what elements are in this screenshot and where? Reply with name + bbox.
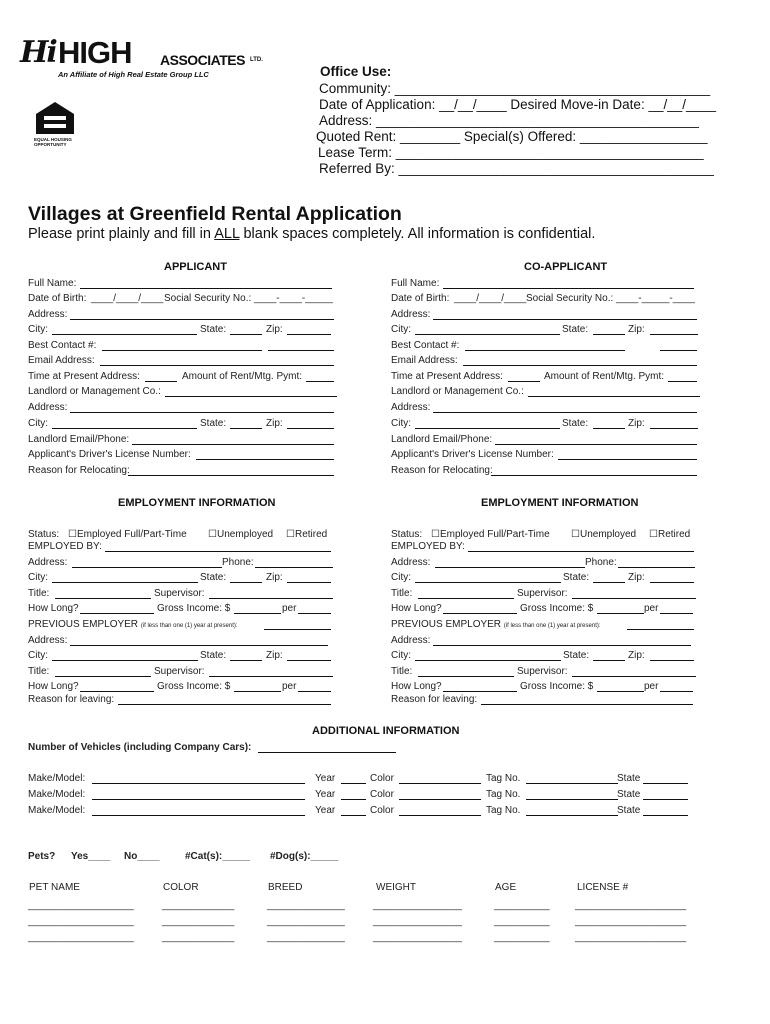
pet-name-blank[interactable]: ___________________ (28, 932, 134, 943)
applicant-full-name-label: Full Name: (28, 278, 77, 289)
applicant-license-line[interactable] (196, 459, 334, 460)
applicant-best-contact-line-2[interactable] (268, 350, 334, 351)
co-city-label: City: (391, 324, 411, 335)
applicant-employment-heading: EMPLOYMENT INFORMATION (118, 497, 276, 509)
subtitle-all: ALL (214, 226, 240, 242)
applicant-prev-income-label: Gross Income: $ (157, 681, 231, 692)
co-prev-state-line[interactable] (593, 660, 625, 661)
applicant-employed-by-line[interactable] (105, 551, 331, 552)
applicant-emp-address-label: Address: (28, 557, 71, 568)
co-status-unemployed[interactable] (571, 529, 636, 541)
applicant-prev-state-line[interactable] (230, 660, 262, 661)
co-reason-relocating-label: Reason for Relocating: (391, 465, 493, 476)
applicant-full-name-line[interactable] (80, 288, 332, 289)
color-line[interactable] (399, 815, 481, 816)
applicant-emp-income-label: Gross Income: $ (157, 603, 231, 614)
co-emp-per-line[interactable] (660, 613, 693, 614)
co-dob-blanks[interactable]: ____/____/____ (454, 293, 527, 304)
prev-employer-note: (if less than one (1) year at present): (503, 623, 601, 629)
state-line[interactable] (643, 815, 688, 816)
applicant-status-employed[interactable] (68, 529, 187, 541)
pets-label: Pets? (28, 851, 56, 862)
applicant-emp-phone-label: Phone: (222, 557, 254, 568)
pet-breed-blank[interactable]: ______________ (267, 916, 345, 927)
state-label: State (617, 789, 641, 800)
co-emp-per-label: per (644, 603, 659, 614)
retired-label: Retired (657, 529, 691, 540)
applicant-time-present-label: Time at Present Address: (28, 371, 140, 382)
tag-label: Tag No. (486, 773, 521, 784)
tag-line[interactable] (526, 815, 618, 816)
page-subtitle (28, 226, 595, 242)
applicant-email-line[interactable] (100, 365, 334, 366)
co-prev-title-label: Title: (391, 666, 413, 677)
applicant-emp-city-line[interactable] (52, 582, 198, 583)
logo-high-text: HIGH (58, 35, 132, 70)
applicant-emp-supervisor-label: Supervisor: (154, 588, 205, 599)
pet-license-blank[interactable]: ____________________ (575, 900, 687, 911)
office-use-referred: Referred By: __________________________________________ (319, 161, 714, 176)
pet-header-age: AGE (495, 882, 517, 893)
subtitle-pre: Please print plainly and fill in (28, 226, 215, 242)
co-status-retired[interactable] (649, 529, 690, 541)
co-prev-income-label: Gross Income: $ (520, 681, 594, 692)
co-emp-howlong-line[interactable] (443, 613, 517, 614)
co-status-label: Status: (391, 529, 423, 540)
applicant-city2-line[interactable] (52, 428, 197, 429)
co-emp-city-label: City: (391, 572, 411, 583)
co-full-name-line[interactable] (443, 288, 694, 289)
co-emp-income-line[interactable] (597, 613, 644, 614)
co-landlord-email-label: Landlord Email/Phone: (391, 434, 493, 445)
co-zip2-label: Zip: (628, 418, 645, 429)
co-status-employed[interactable] (431, 529, 550, 541)
prev-employer-label: PREVIOUS EMPLOYER (28, 619, 139, 630)
applicant-best-contact-line[interactable] (102, 350, 262, 351)
applicant-prev-supervisor-label: Supervisor: (154, 666, 205, 677)
co-city2-label: City: (391, 418, 411, 429)
applicant-prev-employer (28, 619, 238, 632)
color-line[interactable] (399, 783, 481, 784)
co-best-contact-line[interactable] (465, 350, 625, 351)
applicant-prev-zip-label: Zip: (266, 650, 283, 661)
co-best-contact-line-2[interactable] (660, 350, 697, 351)
co-state-label: State: (562, 324, 589, 335)
co-state-line[interactable] (593, 334, 625, 335)
applicant-prev-city-line[interactable] (52, 660, 198, 661)
make-model-line[interactable] (92, 799, 305, 800)
applicant-prev-per-label: per (282, 681, 297, 692)
year-line[interactable] (341, 815, 366, 816)
co-zip-label: Zip: (628, 324, 645, 335)
unemployed-label: Unemployed (579, 529, 637, 540)
applicant-state2-line[interactable] (230, 428, 262, 429)
co-time-present-line[interactable] (508, 381, 540, 382)
applicant-reason-relocating-label: Reason for Relocating: (28, 465, 130, 476)
co-reason-relocating-line[interactable] (491, 475, 697, 476)
color-label: Color (370, 773, 394, 784)
co-city-line[interactable] (415, 334, 560, 335)
pet-header-weight: WEIGHT (376, 882, 416, 893)
co-prev-address-line[interactable] (433, 645, 691, 646)
subtitle-post: blank spaces completely. All information is confidential. (239, 226, 596, 242)
applicant-prev-supervisor-line[interactable] (209, 676, 333, 677)
applicant-landlord-email-label: Landlord Email/Phone: (28, 434, 130, 445)
state-line[interactable] (643, 799, 688, 800)
applicant-landlord-label: Landlord or Management Co.: (28, 386, 161, 397)
applicant-prev-title-label: Title: (28, 666, 50, 677)
co-prev-income-line[interactable] (597, 691, 644, 692)
co-landlord-line[interactable] (528, 396, 700, 397)
pet-age-blank[interactable]: __________ (494, 900, 550, 911)
applicant-status-unemployed[interactable] (208, 529, 273, 541)
applicant-prev-employer-line[interactable] (264, 629, 331, 630)
pet-color-blank[interactable]: _____________ (162, 932, 235, 943)
pet-name-blank[interactable]: ___________________ (28, 916, 134, 927)
state-line[interactable] (643, 783, 688, 784)
co-emp-address-line[interactable] (435, 567, 585, 568)
applicant-emp-phone-line[interactable] (255, 567, 333, 568)
co-dob-label: Date of Birth: (391, 293, 450, 304)
applicant-city2-label: City: (28, 418, 48, 429)
co-emp-zip-line[interactable] (650, 582, 694, 583)
applicant-emp-title-line[interactable] (55, 598, 151, 599)
co-emp-supervisor-line[interactable] (572, 598, 696, 599)
applicant-address2-label: Address: (28, 402, 68, 413)
co-prev-employer-line[interactable] (627, 629, 694, 630)
co-emp-title-line[interactable] (418, 598, 514, 599)
co-emp-state-label: State: (563, 572, 590, 583)
office-use-title: Office Use: (320, 64, 392, 79)
applicant-prev-zip-line[interactable] (287, 660, 331, 661)
applicant-emp-zip-line[interactable] (287, 582, 331, 583)
applicant-employed-by-label: EMPLOYED BY: (28, 541, 102, 552)
applicant-emp-state-line[interactable] (230, 582, 262, 583)
logo-associates-text: ASSOCIATES (160, 52, 245, 68)
applicant-reason-leaving-line[interactable] (118, 704, 331, 705)
checkbox-icon[interactable]: ☐ (286, 529, 295, 540)
co-rent-label: Amount of Rent/Mtg. Pymt: (544, 371, 665, 382)
co-rent-line[interactable] (668, 381, 697, 382)
co-emp-address-label: Address: (391, 557, 434, 568)
co-best-contact-label: Best Contact #: (391, 340, 460, 351)
applicant-emp-per-label: per (282, 603, 297, 614)
co-state2-line[interactable] (593, 428, 625, 429)
logo-tagline: An Affiliate of High Real Estate Group LLC (58, 70, 209, 79)
applicant-landlord-line[interactable] (165, 396, 337, 397)
year-line[interactable] (341, 783, 366, 784)
pet-name-blank[interactable]: ___________________ (28, 900, 134, 911)
co-address-line[interactable] (433, 319, 697, 320)
co-license-line[interactable] (558, 459, 697, 460)
co-prev-title-line[interactable] (418, 676, 514, 677)
page-title: Villages at Greenfield Rental Application (28, 203, 402, 225)
co-address2-label: Address: (391, 402, 431, 413)
applicant-emp-howlong-line[interactable] (80, 613, 154, 614)
pet-breed-blank[interactable]: ______________ (267, 900, 345, 911)
pet-header-breed: BREED (268, 882, 303, 893)
applicant-zip2-label: Zip: (266, 418, 283, 429)
checkbox-icon[interactable]: ☐ (649, 529, 658, 540)
co-prev-city-line[interactable] (415, 660, 561, 661)
state-label: State (617, 805, 641, 816)
co-emp-phone-line[interactable] (618, 567, 695, 568)
applicant-dob-blanks[interactable]: ____/____/____ (91, 293, 164, 304)
applicant-emp-city-label: City: (28, 572, 48, 583)
applicant-city-label: City: (28, 324, 48, 335)
applicant-prev-income-line[interactable] (234, 691, 281, 692)
tag-label: Tag No. (486, 789, 521, 800)
pets-dogs[interactable]: #Dog(s):_____ (270, 851, 339, 862)
color-label: Color (370, 805, 394, 816)
applicant-state-label: State: (200, 324, 227, 335)
checkbox-icon[interactable]: ☐ (571, 529, 580, 540)
co-zip2-line[interactable] (650, 428, 698, 429)
year-label: Year (315, 789, 336, 800)
applicant-address-label: Address: (28, 309, 68, 320)
applicant-emp-zip-label: Zip: (266, 572, 283, 583)
co-prev-city-label: City: (391, 650, 411, 661)
pet-color-blank[interactable]: _____________ (162, 916, 235, 927)
color-line[interactable] (399, 799, 481, 800)
applicant-emp-income-line[interactable] (234, 613, 281, 614)
co-prev-employer (391, 619, 601, 632)
vehicles-label: Number of Vehicles (including Company Cars): (28, 742, 252, 753)
pet-header-license: LICENSE # (577, 882, 629, 893)
employed-label: Employed Full/Part-Time (439, 529, 550, 540)
applicant-emp-address-line[interactable] (72, 567, 222, 568)
applicant-prev-title-line[interactable] (55, 676, 151, 677)
color-label: Color (370, 789, 394, 800)
pet-breed-blank[interactable]: ______________ (267, 932, 345, 943)
pet-weight-blank[interactable]: ________________ (373, 900, 462, 911)
co-emp-zip-label: Zip: (628, 572, 645, 583)
year-label: Year (315, 773, 336, 784)
year-line[interactable] (341, 799, 366, 800)
co-emp-state-line[interactable] (593, 582, 625, 583)
co-reason-leaving-line[interactable] (481, 704, 693, 705)
pets-yes[interactable]: Yes____ (71, 851, 111, 862)
applicant-prev-howlong-line[interactable] (80, 691, 154, 692)
co-employment-heading: EMPLOYMENT INFORMATION (481, 497, 639, 509)
co-prev-state-label: State: (563, 650, 590, 661)
applicant-zip2-line[interactable] (287, 428, 334, 429)
equal-housing-label: EQUAL HOUSING OPPORTUNITY (34, 137, 72, 147)
co-prev-howlong-label: How Long? (391, 681, 442, 692)
applicant-reason-relocating-line[interactable] (128, 475, 334, 476)
co-emp-howlong-label: How Long? (391, 603, 442, 614)
vehicles-line[interactable] (258, 752, 396, 753)
co-emp-phone-label: Phone: (585, 557, 617, 568)
co-license-label: Applicant's Driver's License Number: (391, 449, 554, 460)
applicant-zip-label: Zip: (266, 324, 283, 335)
applicant-address2-line[interactable] (70, 412, 334, 413)
applicant-status-label: Status: (28, 529, 60, 540)
applicant-rent-line[interactable] (306, 381, 334, 382)
make-model-line[interactable] (92, 783, 305, 784)
prev-employer-note: (if less than one (1) year at present): (140, 623, 238, 629)
co-prev-per-line[interactable] (660, 691, 693, 692)
applicant-zip-line[interactable] (287, 334, 331, 335)
applicant-prev-address-line[interactable] (70, 645, 328, 646)
applicant-state2-label: State: (200, 418, 227, 429)
co-address-label: Address: (391, 309, 431, 320)
pet-weight-blank[interactable]: ________________ (373, 916, 462, 927)
make-model-label: Make/Model: (28, 773, 86, 784)
office-use-address: Address: ___________________________________________ (319, 113, 699, 128)
make-model-line[interactable] (92, 815, 305, 816)
logo-hi-mark: Hi (20, 35, 56, 70)
make-model-label: Make/Model: (28, 789, 86, 800)
pet-license-blank[interactable]: ____________________ (575, 932, 687, 943)
applicant-license-label: Applicant's Driver's License Number: (28, 449, 191, 460)
applicant-prev-per-line[interactable] (298, 691, 331, 692)
co-emp-city-line[interactable] (415, 582, 561, 583)
applicant-emp-per-line[interactable] (298, 613, 331, 614)
additional-heading: ADDITIONAL INFORMATION (312, 725, 460, 737)
checkbox-icon[interactable]: ☐ (68, 529, 77, 540)
co-prev-zip-label: Zip: (628, 650, 645, 661)
co-state2-label: State: (562, 418, 589, 429)
co-employed-by-label: EMPLOYED BY: (391, 541, 465, 552)
co-applicant-heading: CO-APPLICANT (524, 261, 608, 273)
retired-label: Retired (294, 529, 328, 540)
pet-license-blank[interactable]: ____________________ (575, 916, 687, 927)
co-zip-line[interactable] (650, 334, 698, 335)
co-ssn[interactable]: Social Security No.: ____-_____-____ (526, 293, 695, 304)
co-prev-howlong-line[interactable] (443, 691, 517, 692)
co-time-present-label: Time at Present Address: (391, 371, 503, 382)
prev-employer-label: PREVIOUS EMPLOYER (391, 619, 502, 630)
pets-no[interactable]: No____ (124, 851, 160, 862)
co-prev-address-label: Address: (391, 635, 431, 646)
office-use-dates: Date of Application: __/__/____ Desired Move-in Date: __/__/____ (319, 97, 717, 112)
tag-line[interactable] (526, 799, 618, 800)
office-use-lease: Lease Term: _________________________________________ (318, 145, 704, 160)
employed-label: Employed Full/Part-Time (76, 529, 187, 540)
make-model-label: Make/Model: (28, 805, 86, 816)
co-email-line[interactable] (463, 365, 697, 366)
co-landlord-email-line[interactable] (495, 444, 697, 445)
applicant-dob-label: Date of Birth: (28, 293, 87, 304)
co-emp-title-label: Title: (391, 588, 413, 599)
checkbox-icon[interactable]: ☐ (208, 529, 217, 540)
co-emp-income-label: Gross Income: $ (520, 603, 594, 614)
company-logo (20, 35, 265, 82)
applicant-rent-label: Amount of Rent/Mtg. Pymt: (182, 371, 303, 382)
unemployed-label: Unemployed (216, 529, 274, 540)
office-use-rent: Quoted Rent: ________ Special(s) Offered: _________________ (316, 129, 708, 144)
co-prev-supervisor-label: Supervisor: (517, 666, 568, 677)
logo-ltd-text: LTD. (250, 57, 263, 63)
applicant-prev-address-label: Address: (28, 635, 68, 646)
pet-age-blank[interactable]: __________ (494, 916, 550, 927)
applicant-landlord-email-line[interactable] (132, 444, 334, 445)
pets-cats[interactable]: #Cat(s):_____ (185, 851, 251, 862)
co-address2-line[interactable] (433, 412, 697, 413)
pet-weight-blank[interactable]: ________________ (373, 932, 462, 943)
co-employed-by-line[interactable] (468, 551, 694, 552)
co-email-label: Email Address: (391, 355, 458, 366)
applicant-prev-city-label: City: (28, 650, 48, 661)
year-label: Year (315, 805, 336, 816)
applicant-email-label: Email Address: (28, 355, 95, 366)
applicant-state-line[interactable] (230, 334, 262, 335)
co-prev-per-label: per (644, 681, 659, 692)
applicant-emp-title-label: Title: (28, 588, 50, 599)
co-prev-supervisor-line[interactable] (572, 676, 696, 677)
applicant-address-line[interactable] (70, 319, 334, 320)
pet-header-color: COLOR (163, 882, 199, 893)
pet-color-blank[interactable]: _____________ (162, 900, 235, 911)
checkbox-icon[interactable]: ☐ (431, 529, 440, 540)
applicant-emp-howlong-label: How Long? (28, 603, 79, 614)
co-reason-leaving-label: Reason for leaving: (391, 694, 478, 705)
applicant-prev-state-label: State: (200, 650, 227, 661)
co-prev-zip-line[interactable] (650, 660, 694, 661)
co-emp-supervisor-label: Supervisor: (517, 588, 568, 599)
applicant-status-retired[interactable] (286, 529, 327, 541)
applicant-reason-leaving-label: Reason for leaving: (28, 694, 115, 705)
applicant-heading: APPLICANT (164, 261, 227, 273)
tag-line[interactable] (526, 783, 618, 784)
tag-label: Tag No. (486, 805, 521, 816)
pet-header-name: PET NAME (29, 882, 80, 893)
co-full-name-label: Full Name: (391, 278, 440, 289)
pet-age-blank[interactable]: __________ (494, 932, 550, 943)
applicant-emp-state-label: State: (200, 572, 227, 583)
applicant-emp-supervisor-line[interactable] (209, 598, 333, 599)
applicant-time-present-line[interactable] (145, 381, 177, 382)
co-landlord-label: Landlord or Management Co.: (391, 386, 524, 397)
applicant-prev-howlong-label: How Long? (28, 681, 79, 692)
applicant-best-contact-label: Best Contact #: (28, 340, 97, 351)
office-use-community: Community: __________________________________________ (319, 81, 711, 96)
co-city2-line[interactable] (415, 428, 560, 429)
state-label: State (617, 773, 641, 784)
applicant-city-line[interactable] (52, 334, 197, 335)
applicant-ssn[interactable]: Social Security No.: ____-____-_____ (164, 293, 333, 304)
